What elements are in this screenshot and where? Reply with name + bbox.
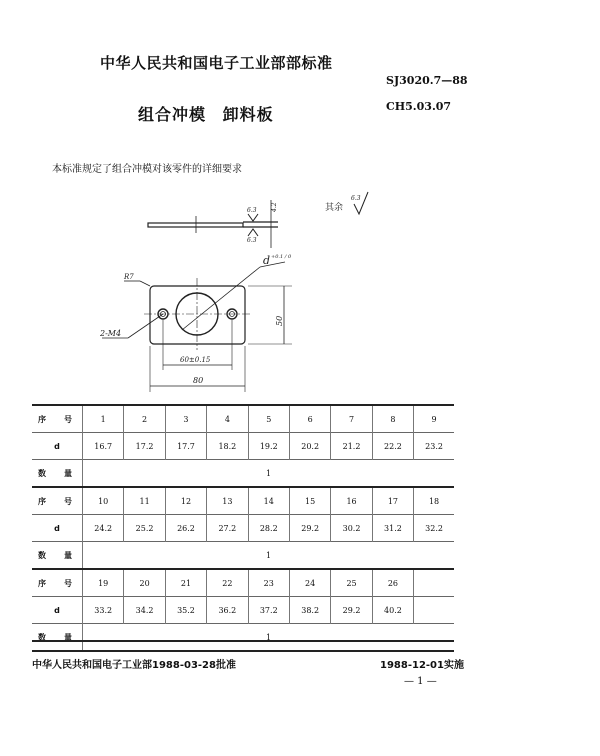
cell-no: 15 — [289, 487, 330, 515]
intro-text: 本标准规定了组合冲模对该零件的详细要求 — [52, 164, 242, 175]
cell-d: 26.2 — [165, 515, 206, 542]
table-row — [32, 542, 454, 570]
cell-no: 21 — [165, 569, 206, 597]
cell-no: 6 — [289, 405, 330, 433]
row-label-no: 序 号 — [32, 487, 83, 515]
cell-no: 3 — [165, 405, 206, 433]
standard-number: SJ3020.7—88 — [386, 74, 468, 87]
cell-no: 2 — [124, 405, 165, 433]
table-row — [32, 624, 454, 651]
cell-no: 22 — [207, 569, 248, 597]
row-label-d: d — [32, 597, 83, 624]
thickness-dimension: 4.2 — [271, 202, 278, 212]
cell-no: 7 — [331, 405, 372, 433]
cell-no: 9 — [414, 405, 454, 433]
cell-qty: 1 — [83, 460, 455, 488]
hole-spacing-dimension: 60±0.15 — [180, 356, 211, 364]
cell-d: 36.2 — [207, 597, 248, 624]
bottom-roughness-value: 6.3 — [247, 237, 257, 244]
cell-d: 34.2 — [124, 597, 165, 624]
bore-tolerance: +0.1 / 0 — [271, 254, 292, 260]
cell-d: 18.2 — [207, 433, 248, 460]
cell-d: 37.2 — [248, 597, 289, 624]
cell-no: 14 — [248, 487, 289, 515]
cell-d: 17.7 — [165, 433, 206, 460]
table-row — [32, 569, 454, 597]
cell-qty: 1 — [83, 624, 455, 651]
row-label-qty: 数 量 — [32, 460, 83, 488]
cell-d: 17.2 — [124, 433, 165, 460]
cell-no: 8 — [372, 405, 413, 433]
table-row — [32, 597, 454, 624]
cell-d: 29.2 — [331, 597, 372, 624]
classification-code: CH5.03.07 — [386, 100, 452, 113]
approval-note: 中华人民共和国电子工业部1988-03-28批准 — [32, 660, 236, 671]
corner-radius-label: R7 — [124, 273, 134, 281]
row-label-no: 序 号 — [32, 569, 83, 597]
side-view-plate — [148, 223, 243, 227]
table-row — [32, 460, 454, 488]
cell-d: 24.2 — [83, 515, 124, 542]
cell-no: 25 — [331, 569, 372, 597]
thread-label: 2-M4 — [100, 329, 122, 338]
cell-no: 23 — [248, 569, 289, 597]
cell-d: 22.2 — [372, 433, 413, 460]
cell-no: 18 — [414, 487, 454, 515]
table-row — [32, 405, 454, 433]
cell-no: 4 — [207, 405, 248, 433]
cell-no — [414, 569, 454, 597]
cell-no: 17 — [372, 487, 413, 515]
cell-d: 25.2 — [124, 515, 165, 542]
cell-d: 28.2 — [248, 515, 289, 542]
footer-rule — [32, 650, 454, 652]
cell-no: 19 — [83, 569, 124, 597]
row-label-d: d — [32, 433, 83, 460]
cell-no: 13 — [207, 487, 248, 515]
cell-d: 20.2 — [289, 433, 330, 460]
row-label-qty: 数 量 — [32, 624, 83, 651]
cell-no: 24 — [289, 569, 330, 597]
table-row — [32, 433, 454, 460]
cell-no: 12 — [165, 487, 206, 515]
table-row — [32, 487, 454, 515]
cell-no: 10 — [83, 487, 124, 515]
cell-d: 21.2 — [331, 433, 372, 460]
cell-d: 33.2 — [83, 597, 124, 624]
cell-no: 1 — [83, 405, 124, 433]
cell-d: 32.2 — [414, 515, 454, 542]
cell-d: 40.2 — [372, 597, 413, 624]
cell-d: 30.2 — [331, 515, 372, 542]
height-dimension: 50 — [275, 315, 284, 326]
general-roughness-value: 6.3 — [351, 195, 361, 202]
cell-d: 38.2 — [289, 597, 330, 624]
page-number: — 1 — — [404, 676, 437, 687]
table-bottom-rule — [32, 640, 454, 642]
bore-diameter-label: d — [263, 254, 271, 267]
cell-no: 11 — [124, 487, 165, 515]
top-roughness-value: 6.3 — [247, 207, 257, 214]
cell-no: 26 — [372, 569, 413, 597]
cell-d: 27.2 — [207, 515, 248, 542]
cell-qty: 1 — [83, 542, 455, 570]
surface-note: 其余 — [325, 203, 344, 213]
row-label-qty: 数 量 — [32, 542, 83, 570]
cell-d: 16.7 — [83, 433, 124, 460]
effective-date: 1988-12-01实施 — [380, 660, 464, 671]
cell-no: 20 — [124, 569, 165, 597]
cell-d: 29.2 — [289, 515, 330, 542]
cell-d: 19.2 — [248, 433, 289, 460]
cell-d — [414, 597, 454, 624]
cell-no: 5 — [248, 405, 289, 433]
cell-d: 35.2 — [165, 597, 206, 624]
row-label-no: 序 号 — [32, 405, 83, 433]
specification-table — [32, 404, 454, 650]
document-title: 组合冲模 卸料板 — [138, 105, 274, 124]
row-label-d: d — [32, 515, 83, 542]
issuer-heading: 中华人民共和国电子工业部部标准 — [100, 54, 333, 72]
cell-no: 16 — [331, 487, 372, 515]
table-row — [32, 515, 454, 542]
technical-drawing — [100, 180, 400, 395]
length-dimension: 80 — [193, 376, 204, 385]
cell-d: 23.2 — [414, 433, 454, 460]
cell-d: 31.2 — [372, 515, 413, 542]
